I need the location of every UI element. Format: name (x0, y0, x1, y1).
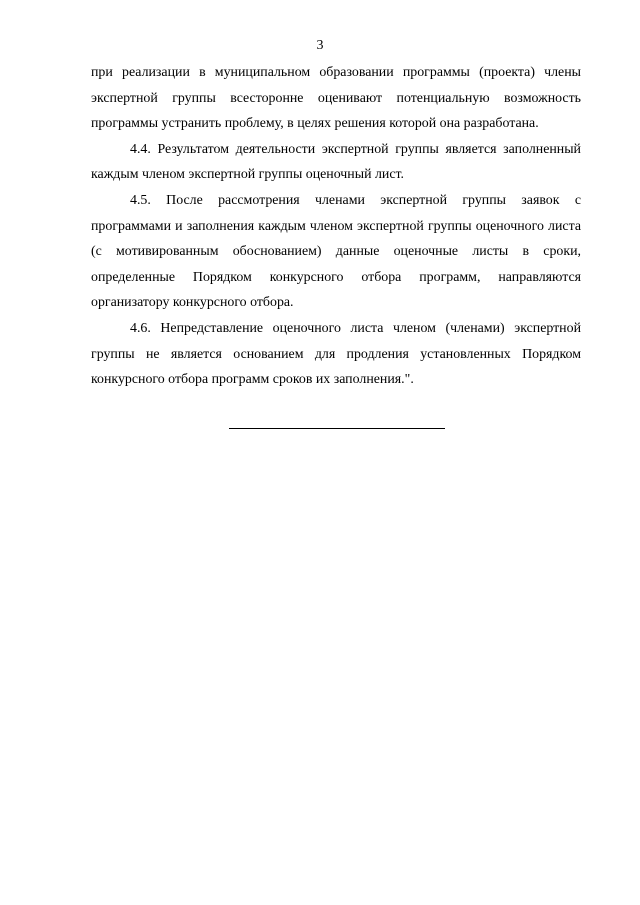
end-separator-line (229, 428, 445, 429)
paragraph-4-5: 4.5. После рассмотрения членами экспертной группы заявок с программами и заполнения каждым членом экспертной группы оценочного листа (с мотивированным обоснованием) данные оценочные листы в сроки, определенные Порядком конкурсного отбора программ, направляются организатору конкурсного отбора. (91, 192, 581, 311)
page-number: 3 (316, 38, 324, 53)
document-body (91, 60, 581, 393)
paragraph-4-4: 4.4. Результатом деятельности экспертной группы является заполненный каждым членом экспертной группы оценочный лист. (91, 141, 581, 183)
paragraph-continuation: при реализации в муниципальном образовании программы (проекта) члены экспертной группы всесторонне оценивают потенциальную возможность программы устранить проблему, в целях решения которой она разработана. (91, 65, 581, 132)
paragraph-4-6: 4.6. Непредставление оценочного листа членом (членами) экспертной группы не является основанием для продления установленных Порядком конкурсного отбора программ сроков их заполнения.". (91, 320, 581, 388)
